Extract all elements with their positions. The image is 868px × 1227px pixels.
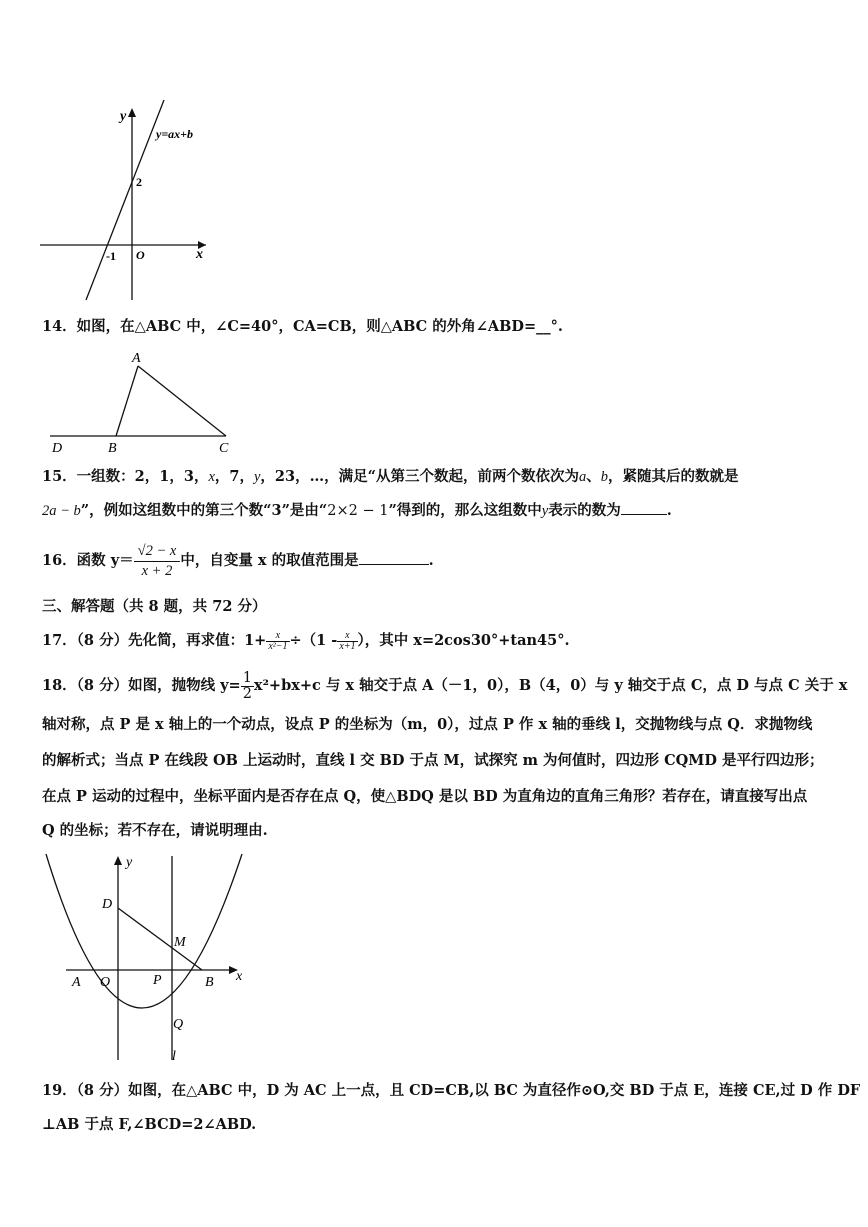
y-axis-arrow [128, 108, 136, 117]
question-19-line-1: 19．（8 分）如图，在△ABC 中，D 为 AC 上一点，且 CD=CB,以 BC 为直径作⊙O,交 BD 于点 E，连接 CE,过 D 作 DF [42, 1082, 861, 1099]
q15-text: 、 [586, 468, 601, 485]
fraction-numerator: x [266, 631, 289, 642]
var-x: x [208, 469, 215, 485]
point-b-label: B [205, 975, 214, 990]
fraction-half [241, 671, 254, 701]
q17-text: 17．（8 分）先化简，再求值：1+ [42, 632, 267, 649]
tick-label-2: 2 [136, 175, 142, 189]
linear-function-figure [36, 96, 216, 306]
y-axis-arrow [114, 856, 122, 865]
origin-label: O [100, 975, 111, 990]
q18-text: 18．（8 分）如图，抛物线 y= [42, 677, 241, 694]
fraction-numerator: 1 [242, 670, 252, 686]
fraction [266, 631, 289, 652]
y-axis-label: y [126, 855, 133, 870]
y-axis-label: y [120, 109, 127, 124]
tick-label-neg1: -1 [106, 249, 116, 263]
question-18-line-3: 的解析式；当点 P 在线段 OB 上运动时，直线 l 交 BD 于点 M，试探究 m 为何值时，四边形 CQMD 是平行四边形； [42, 752, 824, 769]
segment-db [118, 908, 202, 970]
question-15-line-1 [42, 466, 738, 488]
q17-text: ÷（1 - [289, 632, 338, 649]
question-14: 14．如图，在△ABC 中，∠C=40°，CA=CB，则△ABC 的外角∠ABD=__°. [42, 318, 563, 335]
q15-text: ”得到的，那么这组数中 [388, 502, 542, 519]
question-18-line-2: 轴对称，点 P 是 x 轴上的一个动点，设点 P 的坐标为（m，0），过点 P 作 x 轴的垂线 l，交抛物线与点 Q．求抛物线 [42, 716, 813, 733]
point-p-label: P [153, 973, 162, 988]
q16-text: 中，自变量 x 的取值范围是 [180, 552, 359, 569]
q15-text: ，23，…，满足“从第三个数起，前两个数依次为 [260, 468, 579, 485]
point-a-label: A [72, 975, 81, 990]
section-title: 三、解答题（共 8 题，共 72 分） [42, 598, 267, 615]
q16-text: . [428, 552, 434, 569]
q15-text: ”，例如这组数中的第三个数“3”是由“ [80, 502, 328, 519]
point-q-label: Q [173, 1017, 184, 1032]
vertex-a-label: A [132, 351, 141, 366]
question-15-line-2 [42, 500, 672, 522]
fraction-denominator: x²−1 [268, 640, 288, 652]
q15-text: 15．一组数：2，1，3， [42, 468, 209, 485]
point-m-label: M [174, 935, 186, 950]
fraction [134, 542, 181, 580]
vertex-c-label: C [219, 441, 229, 456]
side-ab [116, 366, 138, 436]
origin-label: O [136, 248, 145, 262]
var-y: y [541, 503, 549, 519]
x-axis-label: x [196, 247, 203, 262]
fraction-numerator: √2 − x [134, 542, 181, 562]
fraction [337, 631, 357, 652]
q15-text: 表示的数为 [548, 502, 621, 519]
q15-text: . [666, 502, 672, 519]
parabola-figure [38, 848, 258, 1066]
point-d-label: D [52, 441, 63, 456]
vertex-b-label: B [108, 441, 117, 456]
var-b: b [600, 469, 608, 485]
q15-text: ，7， [214, 468, 254, 485]
equation-label: y=ax+b [156, 127, 194, 141]
fraction-denominator: 2 [242, 685, 252, 702]
question-18-line-4: 在点 P 运动的过程中，坐标平面内是否存在点 Q，使△BDQ 是以 BD 为直角边的直角三角形？若存在，请直接写出点 [42, 788, 808, 805]
question-18-line-1 [42, 668, 847, 704]
x-axis-label: x [236, 969, 243, 984]
side-ac [138, 366, 226, 436]
point-d-label: D [102, 897, 113, 912]
var-a: a [578, 469, 587, 485]
graph-line [86, 100, 164, 300]
var-y: y [253, 469, 261, 485]
fraction-numerator: x [337, 631, 357, 642]
question-19-line-2: ⊥AB 于点 F,∠BCD=2∠ABD. [42, 1116, 257, 1133]
fraction-denominator: x + 2 [141, 562, 173, 579]
question-18-line-5: Q 的坐标；若不存在，请说明理由. [42, 822, 268, 839]
q15-text: ，紧随其后的数就是 [607, 468, 739, 485]
q18-text: x²+bx+c 与 x 轴交于点 A（－1，0），B（4，0）与 y 轴交于点 C，点 D 与点 C 关于 x [253, 677, 848, 694]
q16-text: 16．函数 y＝ [42, 552, 134, 569]
fraction-denominator: x+1 [339, 640, 356, 652]
expression-calc: 2×2 − 1 [327, 503, 389, 519]
q17-text: ），其中 x=2cos30°+tan45°. [357, 632, 570, 649]
question-17 [42, 626, 570, 656]
answer-blank [359, 550, 429, 565]
expression-2a-b: 2a − b [42, 503, 81, 519]
triangle-figure [42, 348, 242, 458]
line-l-label: l [172, 1049, 176, 1064]
answer-blank [621, 500, 667, 515]
question-16 [42, 540, 434, 582]
